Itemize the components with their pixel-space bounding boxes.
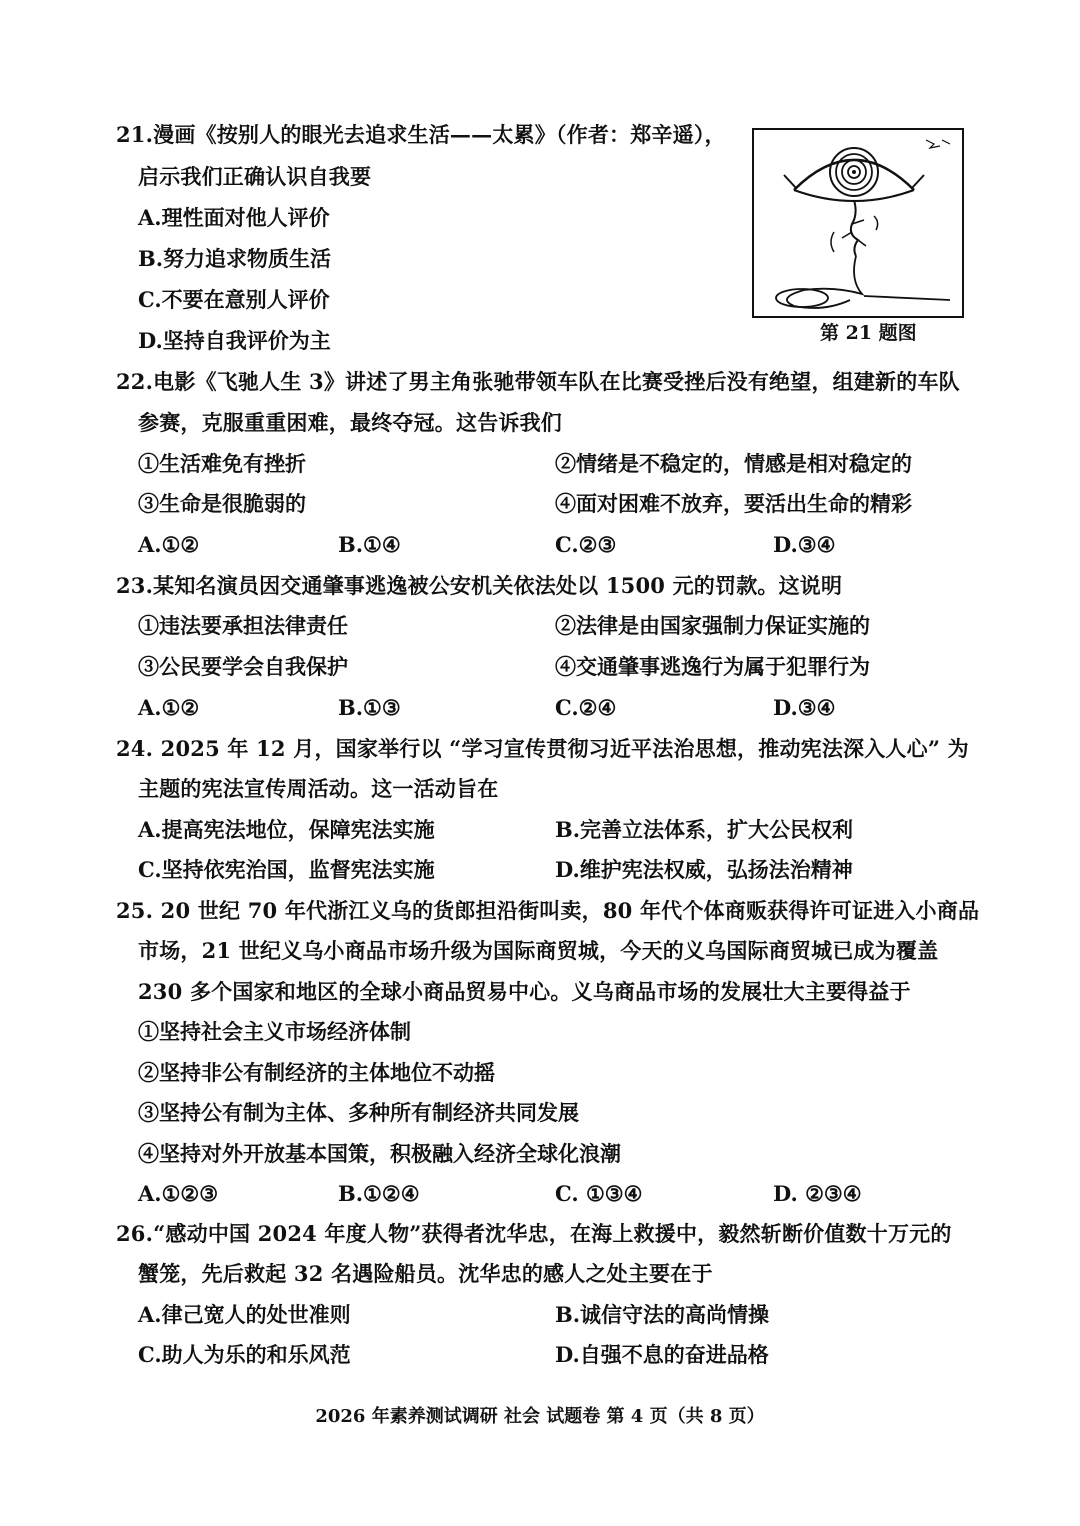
q26-option-c: C.助人为乐的和乐风范 [138,1342,351,1367]
q22-option-a: A.①② [138,532,200,557]
q21-cartoon-figure [752,128,964,318]
q22-statement-1: ①生活难免有挫折 [138,451,306,476]
q25-statement-4: ④坚持对外开放基本国策，积极融入经济全球化浪潮 [138,1141,621,1166]
q23-option-d: D.③④ [773,695,836,720]
page-footer: 2026 年素养测试调研 社会 试题卷 第 4 页（共 8 页） [315,1406,765,1427]
q25-option-b: B.①②④ [338,1181,420,1206]
q24-option-a: A.提高宪法地位，保障宪法实施 [138,817,435,842]
q22-statement-4: ④面对困难不放弃，要活出生命的精彩 [555,491,912,516]
q22-stem-line-1: 22.电影《飞驰人生 3》讲述了男主角张驰带领车队在比赛受挫后没有绝望，组建新的车队 [116,369,960,394]
q22-statement-2: ②情绪是不稳定的，情感是相对稳定的 [555,451,912,476]
q25-option-a: A.①②③ [138,1181,219,1206]
q21-option-b: B.努力追求物质生活 [138,246,332,271]
q21-stem-line-1: 21.漫画《按别人的眼光去追求生活——太累》（作者：郑辛遥）， [116,122,726,147]
q25-stem-line-1: 25. 20 世纪 70 年代浙江义乌的货郎担沿街叫卖，80 年代个体商贩获得许可证进入小商品 [116,898,980,923]
q23-statement-1: ①违法要承担法律责任 [138,613,348,638]
q23-option-a: A.①② [138,695,200,720]
q24-option-d: D.维护宪法权威，弘扬法治精神 [555,857,853,882]
q25-stem-line-3: 230 多个国家和地区的全球小商品贸易中心。义乌商品市场的发展壮大主要得益于 [138,979,911,1004]
q25-stem-line-2: 市场，21 世纪义乌小商品市场升级为国际商贸城，今天的义乌国际商贸城已成为覆盖 [138,938,939,963]
q24-option-b: B.完善立法体系，扩大公民权利 [555,817,854,842]
q24-stem-line-1: 24. 2025 年 12 月，国家举行以 “学习宣传贯彻习近平法治思想，推动宪法深入人心” 为 [116,736,969,761]
q23-statement-3: ③公民要学会自我保护 [138,654,348,679]
q25-statement-1: ①坚持社会主义市场经济体制 [138,1019,411,1044]
q22-option-c: C.②③ [555,532,617,557]
q26-option-a: A.律己宽人的处世准则 [138,1302,351,1327]
q26-option-b: B.诚信守法的高尚情操 [555,1302,770,1327]
q22-statement-3: ③生命是很脆弱的 [138,491,306,516]
q23-option-b: B.①③ [338,695,401,720]
q22-option-b: B.①④ [338,532,401,557]
q21-option-d: D.坚持自我评价为主 [138,328,331,353]
q24-option-c: C.坚持依宪治国，监督宪法实施 [138,857,435,882]
q23-option-c: C.②④ [555,695,617,720]
q21-figure-caption: 第 21 题图 [820,322,917,344]
q22-stem-line-2: 参赛，克服重重困难，最终夺冠。这告诉我们 [138,410,562,435]
q21-option-a: A.理性面对他人评价 [138,205,330,230]
q26-stem-line-1: 26.“感动中国 2024 年度人物”获得者沈华忠，在海上救援中，毅然斩断价值数十万元的 [116,1221,952,1246]
q24-stem-line-2: 主题的宪法宣传周活动。这一活动旨在 [138,776,499,801]
eye-cartoon-illustration [754,130,962,316]
q25-statement-2: ②坚持非公有制经济的主体地位不动摇 [138,1060,495,1085]
q26-option-d: D.自强不息的奋进品格 [555,1342,769,1367]
q23-stem-line-1: 23.某知名演员因交通肇事逃逸被公安机关依法处以 1500 元的罚款。这说明 [116,573,843,598]
q25-option-d: D. ②③④ [773,1181,862,1206]
q25-statement-3: ③坚持公有制为主体、多种所有制经济共同发展 [138,1100,579,1125]
q23-statement-2: ②法律是由国家强制力保证实施的 [555,613,870,638]
q25-option-c: C. ①③④ [555,1181,643,1206]
q26-stem-line-2: 蟹笼，先后救起 32 名遇险船员。沈华忠的感人之处主要在于 [138,1261,713,1286]
q21-stem-line-2: 启示我们正确认识自我要 [138,164,372,189]
q23-statement-4: ④交通肇事逃逸行为属于犯罪行为 [555,654,870,679]
q21-option-c: C.不要在意别人评价 [138,287,330,312]
q22-option-d: D.③④ [773,532,836,557]
